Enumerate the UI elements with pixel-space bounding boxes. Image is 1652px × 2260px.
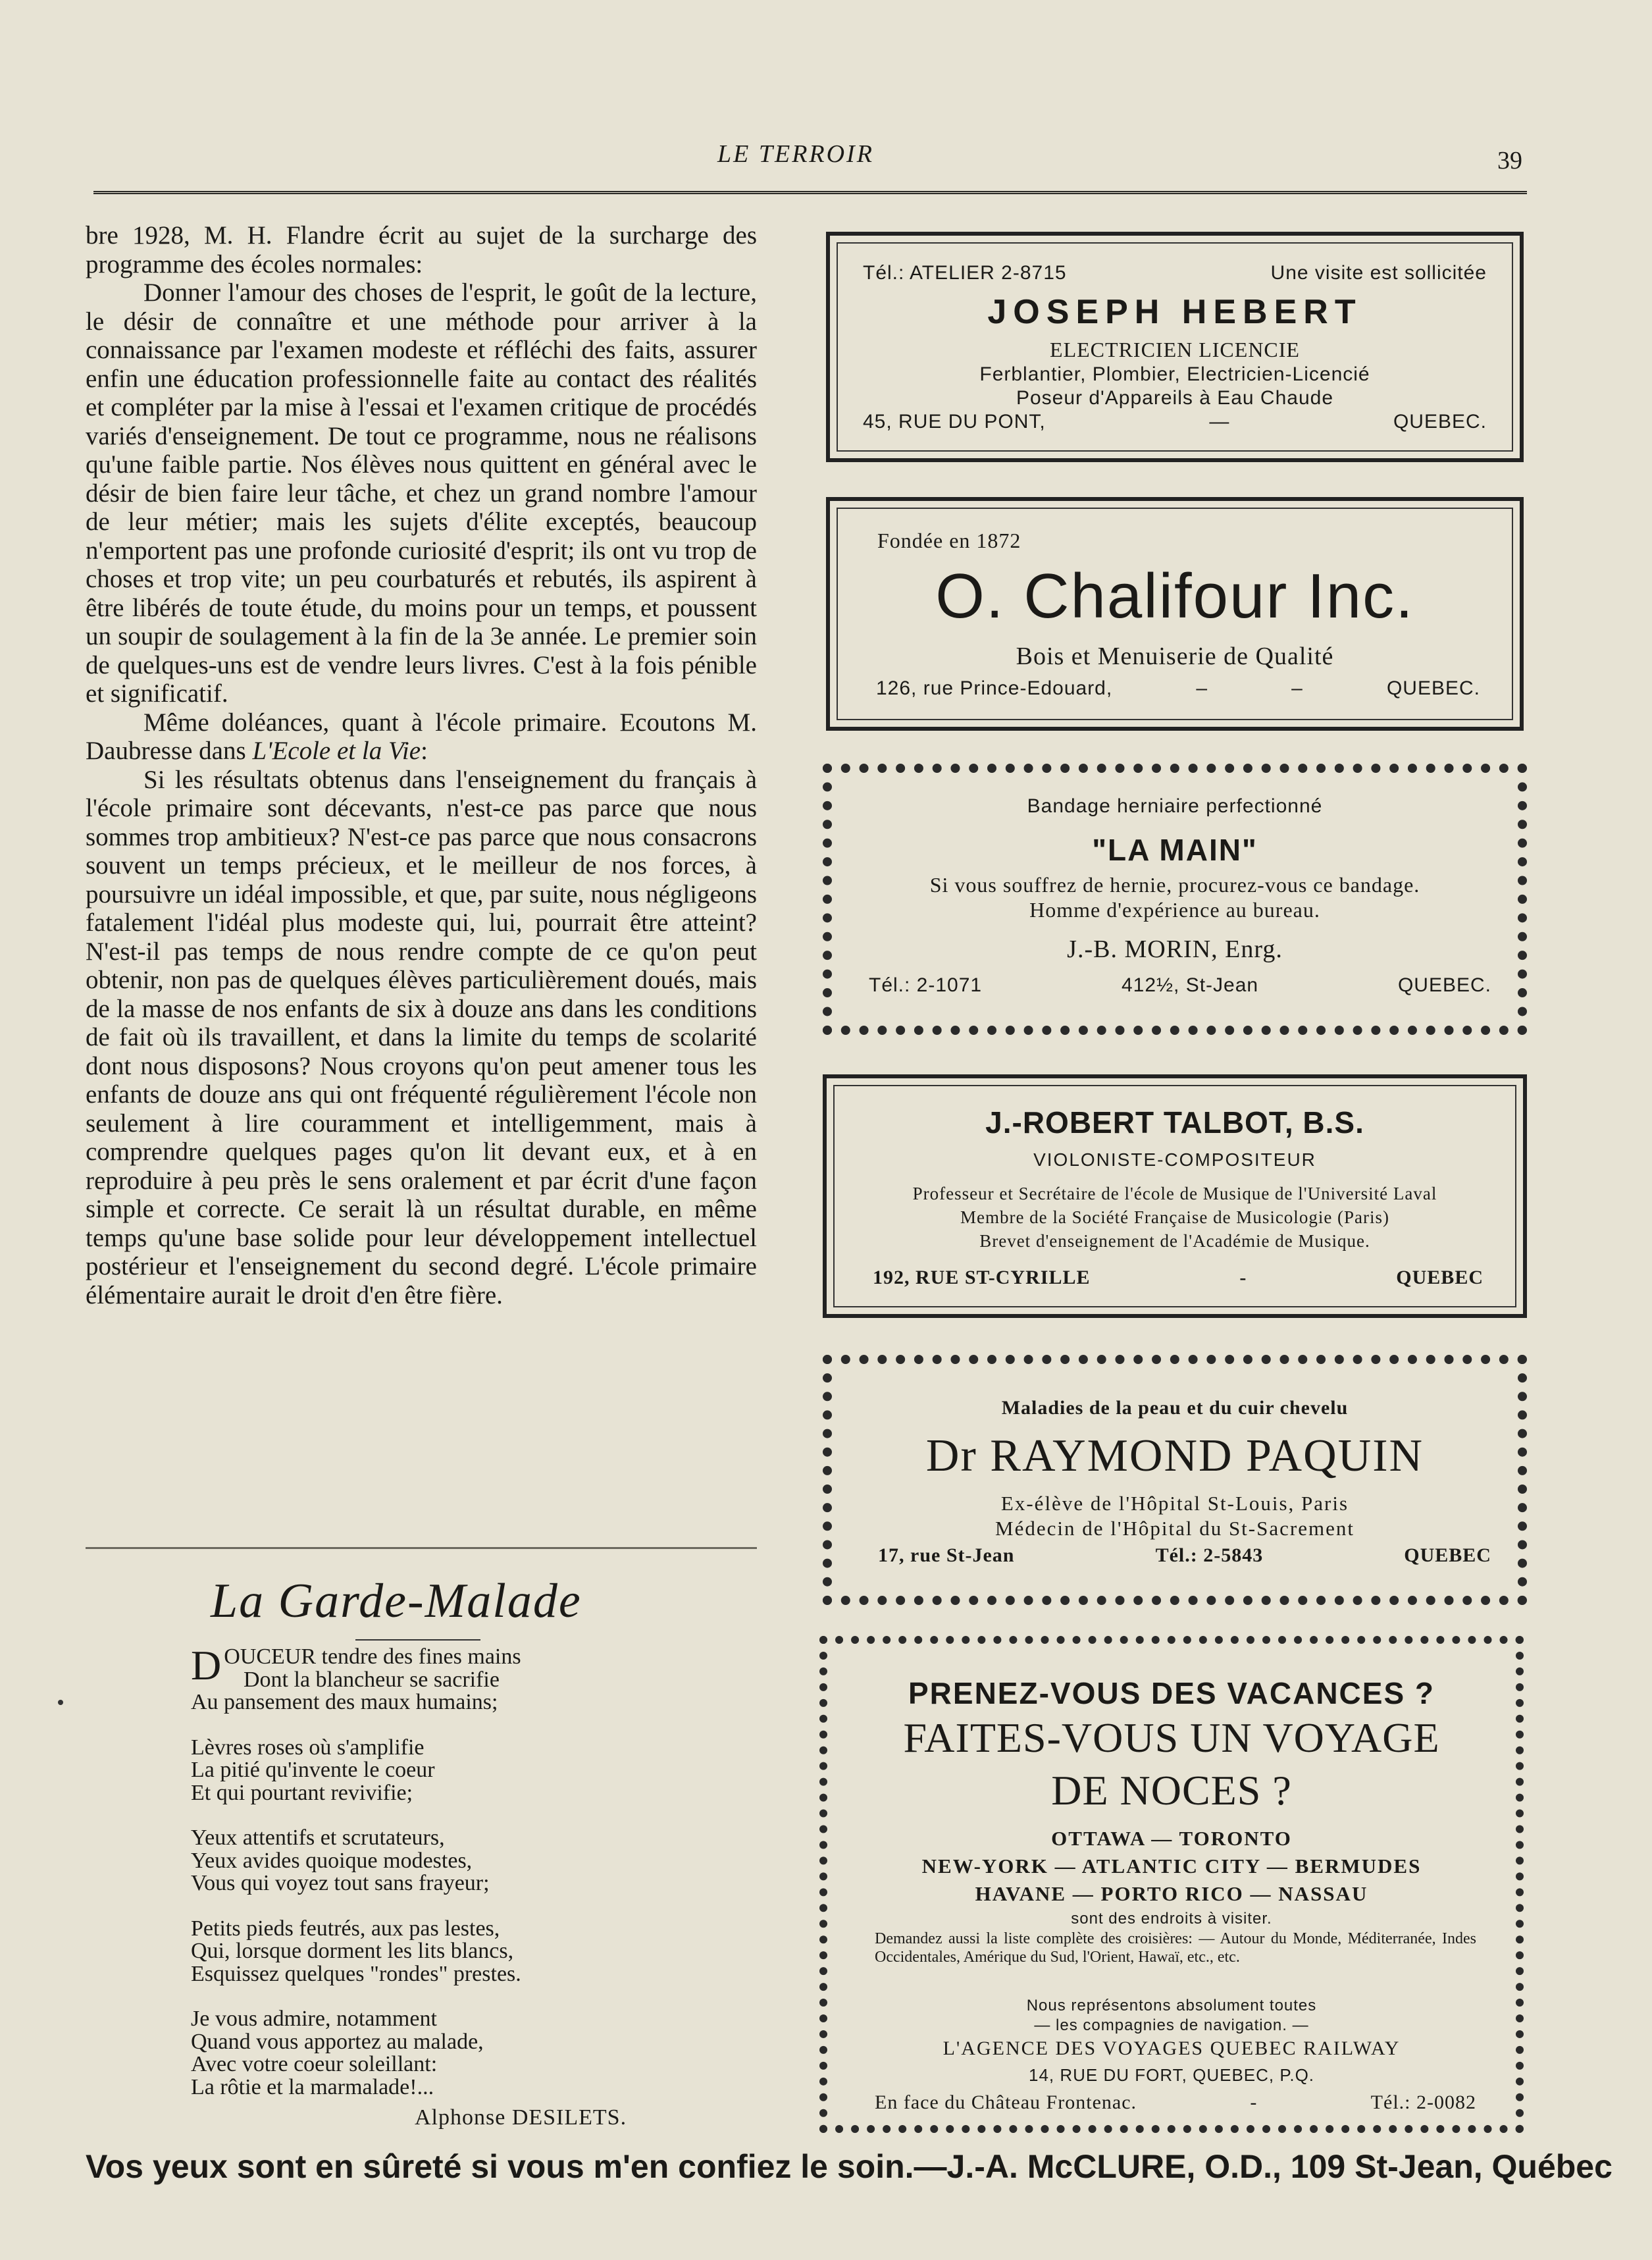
poem-line: Quand vous apportez au malade, — [191, 2029, 484, 2054]
poem-line: Esquissez quelques "rondes" prestes. — [191, 1961, 521, 1986]
hebert-dash: — — [1209, 411, 1230, 433]
talbot-line1: Professeur et Secrétaire de l'école de Musique de l'Université Laval — [912, 1184, 1437, 1203]
paquin-line1: Ex-élève de l'Hôpital St-Louis, Paris — [1000, 1492, 1349, 1515]
ad-chalifour — [826, 497, 1524, 731]
poem-line: Et qui pourtant revivifie; — [191, 1780, 413, 1805]
ad-agence-voyages — [819, 1636, 1524, 2133]
ad-robert-talbot — [823, 1074, 1527, 1318]
ad-la-main — [823, 764, 1527, 1035]
paquin-tel: Tél.: 2-5843 — [1155, 1544, 1264, 1566]
chalifour-city: QUEBEC. — [1386, 677, 1480, 699]
poem-line: Yeux attentifs et scrutateurs, — [191, 1826, 445, 1850]
poem-line: Lèvres roses où s'amplifie — [191, 1735, 425, 1760]
voyages-dest-note: sont des endroits à visiter. — [1071, 1910, 1272, 1928]
poem-line: Yeux avides quoique modestes, — [191, 1848, 473, 1873]
hebert-city: QUEBEC. — [1393, 411, 1487, 433]
lamain-line2: Homme d'expérience au bureau. — [1029, 898, 1320, 922]
poem-line: Vous qui voyez tout sans frayeur; — [191, 1871, 490, 1895]
voyages-destinations: OTTAWA — TORONTO — [1051, 1827, 1292, 1850]
drop-cap: D — [191, 1642, 222, 1689]
hebert-tel: Tél.: ATELIER 2-8715 — [863, 262, 1067, 284]
voyages-line3: DE NOCES ? — [1051, 1767, 1292, 1814]
lamain-name: "LA MAIN" — [1092, 833, 1258, 867]
hebert-visit: Une visite est sollicitée — [1270, 262, 1487, 284]
lamain-headline: Bandage herniaire perfectionné — [1027, 795, 1323, 817]
voyages-line1: PRENEZ-VOUS DES VACANCES ? — [908, 1676, 1435, 1710]
paquin-headline: Maladies de la peau et du cuir chevelu — [1001, 1397, 1349, 1419]
voyages-tel: Tél.: 2-0082 — [1370, 2091, 1476, 2113]
hebert-trades: Ferblantier, Plombier, Electricien-Licencié — [979, 363, 1370, 385]
article-paragraph: Si les résultats obtenus dans l'enseignement du français à l'école primaire sont décevants, n'est-ce pas parce que nous sommes trop ambitieux? N'est-ce pas parce que nous consacrons souvent un temps précieux, et le meilleur de nos forces, à poursuivre un idéal impossible, et que, par suite, nous négligeons fatalement l'idéal plus modeste qui, lui, pourrait être atteint? N'est-il pas temps de nous rendre compte de ce qu'on peut obtenir, non pas de quelques élèves particulièrement doués, mais de la masse de nos enfants de six à douze ans dans les conditions de fait où ils travaillent, et dans la limite du temps de scolarité dont nous disposons? Nous croyons qu'on peut amener tous les enfants de douze ans qui ont fréquenté régulièrement l'école non seulement à lire couramment et intelligemment, mais à comprendre quelques pages qu'on lit devant eux, et à en reproduire à peu près le sens oralement et par écrit d'une façon simple et correcte. Ce serait là un résultat durable, en même temps qu'une base solide pour leur développement intellectuel postérieur et l'enseignement du second degré. L'école primaire élémentaire aurait le droit d'en être fière. — [86, 765, 757, 1309]
talbot-dash: - — [1239, 1267, 1247, 1288]
poem-line: Je vous admire, notamment — [191, 2007, 437, 2031]
poem-line: La pitié qu'invente le coeur — [191, 1758, 435, 1782]
poem-line: Qui, lorsque dorment les lits blancs, — [191, 1939, 514, 1963]
hebert-name: JOSEPH HEBERT — [987, 293, 1362, 331]
lamain-line1: Si vous souffrez de hernie, procurez-vous ce bandage. — [929, 873, 1420, 897]
poem-author: Alphonse DESILETS. — [415, 2105, 627, 2130]
voyages-rep1: Nous représentons absolument toutes — [1026, 1997, 1317, 2014]
hebert-address: 45, RUE DU PONT, — [863, 411, 1046, 433]
chalifour-name: O. Chalifour Inc. — [935, 561, 1414, 631]
talbot-title: VIOLONISTE-COMPOSITEUR — [1033, 1149, 1316, 1170]
book-title: L'Ecole et la Vie — [252, 737, 421, 765]
lamain-proprietor: J.-B. MORIN, Enrg. — [1067, 935, 1283, 963]
voyages-destinations: NEW-YORK — ATLANTIC CITY — BERMUDES — [921, 1854, 1422, 1878]
chalifour-dash: – — [1291, 677, 1303, 699]
article-intro: Même doléances, quant à l'école primaire. Ecoutons M. Daubresse dans — [86, 708, 757, 765]
article-paragraph: bre 1928, M. H. Flandre écrit au sujet de la surcharge des programme des écoles normales: — [86, 221, 757, 278]
voyages-line2: FAITES-VOUS UN VOYAGE — [903, 1714, 1440, 1761]
lamain-address: 412½, St-Jean — [1121, 974, 1259, 996]
voyages-cruises: Demandez aussi la liste complète des croisières: — Autour du Monde, Méditerranée, Indes Occidentales, Amérique du Sud, l'Orient, Hawaï, etc., etc. — [875, 1930, 1476, 1966]
poem-line: Dont la blancheur se sacrifie — [244, 1667, 500, 1692]
poem-stanza — [191, 1642, 691, 1714]
article-paragraph: Donner l'amour des choses de l'esprit, le goût de la lecture, le désir de connaître et une méthode pour arriver à la connaissance par l'examen modeste et réfléchi des faits, assurer enfin une éducation professionnelle faite au contact des réalités et compléter par la mise à l'essai et l'examen critique de procédés variés d'enseignement. De tout ce programme, nous ne réalisons qu'une faible partie. Nos élèves nous quittent en général avec le désir de bien faire leur tâche, et chez un grand nombre l'amour de leur métier; mais les sujets d'élite exceptés, beaucoup n'emportent pas une profonde curiosité d'esprit; ils ont vu trop de choses et trop vite; un peu courbaturés et rebutés, ils aspirent à être libérés de toute étude, du moins pour un temps, et poussent un soupir de soulagement à la fin de la 3e année. Le premier soin de quelques-uns est de vendre leurs livres. C'est à la fois pénible et significatif. — [86, 278, 757, 708]
voyages-destinations: HAVANE — PORTO RICO — NASSAU — [975, 1882, 1368, 1905]
talbot-line3: Brevet d'enseignement de l'Académie de Musique. — [979, 1231, 1370, 1251]
lamain-city: QUEBEC. — [1397, 974, 1491, 996]
chalifour-founded: Fondée en 1872 — [877, 529, 1021, 552]
header-rule — [93, 191, 1527, 194]
poem-stanza — [191, 2008, 691, 2099]
section-divider — [86, 1547, 757, 1549]
chalifour-tagline: Bois et Menuiserie de Qualité — [1016, 643, 1334, 670]
chalifour-dash: – — [1196, 677, 1208, 699]
voyages-location: En face du Château Frontenac. — [875, 2091, 1137, 2113]
poem-line: Au pansement des maux humains; — [191, 1690, 498, 1714]
poem-line: OUCEUR tendre des fines mains — [224, 1644, 521, 1669]
paquin-address: 17, rue St-Jean — [878, 1544, 1015, 1566]
article-column — [86, 221, 757, 1309]
poem-stanza — [191, 1918, 691, 1986]
ink-spot — [58, 1700, 63, 1705]
talbot-name: J.-ROBERT TALBOT, B.S. — [985, 1105, 1364, 1140]
running-head: LE TERROIR — [717, 140, 874, 168]
paquin-name: Dr RAYMOND PAQUIN — [925, 1431, 1424, 1481]
voyages-agency: L'AGENCE DES VOYAGES QUEBEC RAILWAY — [942, 2037, 1401, 2059]
poem-stanza — [191, 1827, 691, 1895]
article-paragraph: Même doléances, quant à l'école primaire. Ecoutons M. Daubresse dans L'Ecole et la Vie: — [86, 708, 757, 765]
hebert-service: Poseur d'Appareils à Eau Chaude — [1016, 387, 1334, 409]
paquin-city: QUEBEC — [1404, 1544, 1491, 1566]
chalifour-address: 126, rue Prince-Edouard, — [876, 677, 1113, 699]
poem-line: La rôtie et la marmalade!... — [191, 2074, 434, 2099]
voyages-dash: - — [1250, 2091, 1258, 2113]
poem — [191, 1642, 691, 2121]
page-number: 39 — [1497, 147, 1522, 174]
poem-title-rule — [355, 1639, 480, 1641]
poem-stanza — [191, 1737, 691, 1805]
lamain-tel: Tél.: 2-1071 — [869, 974, 983, 996]
ad-raymond-paquin — [823, 1355, 1527, 1605]
paquin-line2: Médecin de l'Hôpital du St-Sacrement — [995, 1517, 1355, 1540]
voyages-address: 14, RUE DU FORT, QUEBEC, P.Q. — [1028, 2065, 1315, 2085]
voyages-rep2: — les compagnies de navigation. — — [1034, 2016, 1309, 2034]
poem-title: La Garde-Malade — [211, 1574, 582, 1628]
footer-advertisement: Vos yeux sont en sûreté si vous m'en confiez le soin.—J.-A. McCLURE, O.D., 109 St-Jean, Québec — [86, 2148, 1613, 2185]
talbot-city: QUEBEC — [1396, 1267, 1484, 1288]
ad-joseph-hebert — [826, 232, 1524, 462]
hebert-title: ELECTRICIEN LICENCIE — [1050, 338, 1300, 361]
talbot-address: 192, RUE ST-CYRILLE — [873, 1267, 1091, 1288]
talbot-line2: Membre de la Société Française de Musicologie (Paris) — [960, 1207, 1390, 1227]
poem-line: Petits pieds feutrés, aux pas lestes, — [191, 1916, 500, 1941]
poem-line: Avec votre coeur soleillant: — [191, 2052, 438, 2076]
